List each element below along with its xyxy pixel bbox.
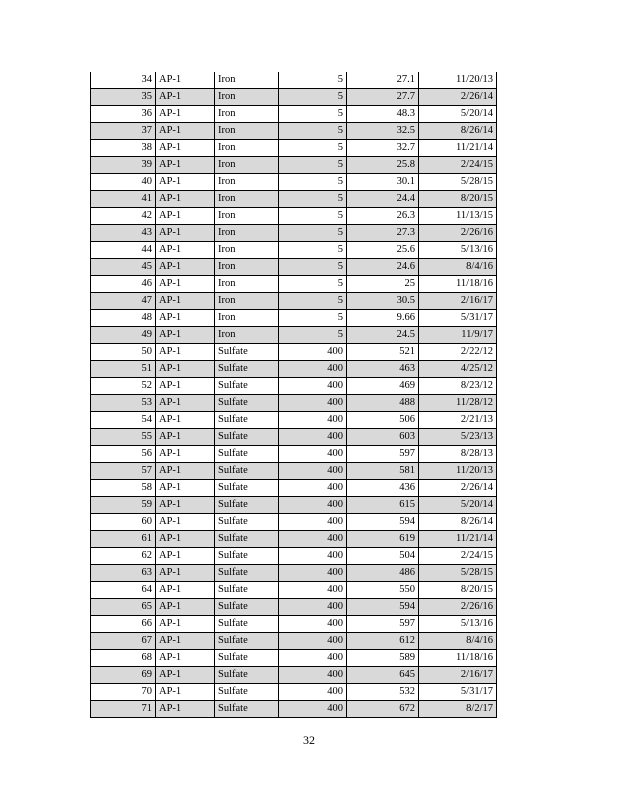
result-cell: 594 xyxy=(347,599,419,616)
result-cell: 672 xyxy=(347,701,419,718)
result-cell: 436 xyxy=(347,480,419,497)
page-number: 32 xyxy=(303,733,315,747)
location-cell: AP-1 xyxy=(156,412,215,429)
row-index-cell: 45 xyxy=(91,259,156,276)
location-cell: AP-1 xyxy=(156,293,215,310)
parameter-cell: Iron xyxy=(215,106,279,123)
row-index-cell: 48 xyxy=(91,310,156,327)
result-cell: 25.8 xyxy=(347,157,419,174)
limit-cell: 5 xyxy=(279,140,347,157)
row-index-cell: 43 xyxy=(91,225,156,242)
limit-cell: 400 xyxy=(279,429,347,446)
parameter-cell: Iron xyxy=(215,259,279,276)
limit-cell: 5 xyxy=(279,123,347,140)
location-cell: AP-1 xyxy=(156,276,215,293)
table-row xyxy=(91,565,497,582)
table-row xyxy=(91,242,497,259)
date-cell: 11/13/15 xyxy=(419,208,497,225)
limit-cell: 5 xyxy=(279,208,347,225)
row-index-cell: 50 xyxy=(91,344,156,361)
row-index-cell: 37 xyxy=(91,123,156,140)
table-row xyxy=(91,310,497,327)
table-row xyxy=(91,514,497,531)
table-row xyxy=(91,633,497,650)
location-cell: AP-1 xyxy=(156,565,215,582)
location-cell: AP-1 xyxy=(156,684,215,701)
date-cell: 2/26/16 xyxy=(419,225,497,242)
parameter-cell: Sulfate xyxy=(215,531,279,548)
parameter-cell: Sulfate xyxy=(215,701,279,718)
limit-cell: 400 xyxy=(279,667,347,684)
row-index-cell: 38 xyxy=(91,140,156,157)
parameter-cell: Sulfate xyxy=(215,650,279,667)
parameter-cell: Iron xyxy=(215,191,279,208)
parameter-cell: Iron xyxy=(215,72,279,89)
date-cell: 8/20/15 xyxy=(419,191,497,208)
location-cell: AP-1 xyxy=(156,480,215,497)
row-index-cell: 68 xyxy=(91,650,156,667)
row-index-cell: 51 xyxy=(91,361,156,378)
parameter-cell: Sulfate xyxy=(215,684,279,701)
limit-cell: 400 xyxy=(279,395,347,412)
parameter-cell: Sulfate xyxy=(215,480,279,497)
limit-cell: 5 xyxy=(279,293,347,310)
date-cell: 5/13/16 xyxy=(419,242,497,259)
limit-cell: 5 xyxy=(279,225,347,242)
table-row xyxy=(91,446,497,463)
parameter-cell: Iron xyxy=(215,89,279,106)
result-cell: 506 xyxy=(347,412,419,429)
location-cell: AP-1 xyxy=(156,650,215,667)
result-cell: 612 xyxy=(347,633,419,650)
parameter-cell: Sulfate xyxy=(215,497,279,514)
result-cell: 27.1 xyxy=(347,72,419,89)
date-cell: 11/21/14 xyxy=(419,531,497,548)
date-cell: 2/16/17 xyxy=(419,667,497,684)
parameter-cell: Sulfate xyxy=(215,344,279,361)
parameter-cell: Iron xyxy=(215,123,279,140)
parameter-cell: Sulfate xyxy=(215,361,279,378)
limit-cell: 400 xyxy=(279,565,347,582)
result-cell: 469 xyxy=(347,378,419,395)
parameter-cell: Sulfate xyxy=(215,395,279,412)
row-index-cell: 42 xyxy=(91,208,156,225)
row-index-cell: 62 xyxy=(91,548,156,565)
table-row xyxy=(91,174,497,191)
limit-cell: 400 xyxy=(279,701,347,718)
location-cell: AP-1 xyxy=(156,667,215,684)
date-cell: 8/26/14 xyxy=(419,123,497,140)
table-row xyxy=(91,208,497,225)
date-cell: 2/21/13 xyxy=(419,412,497,429)
location-cell: AP-1 xyxy=(156,701,215,718)
result-cell: 645 xyxy=(347,667,419,684)
location-cell: AP-1 xyxy=(156,344,215,361)
table-row xyxy=(91,650,497,667)
row-index-cell: 63 xyxy=(91,565,156,582)
parameter-cell: Iron xyxy=(215,310,279,327)
limit-cell: 5 xyxy=(279,157,347,174)
row-index-cell: 59 xyxy=(91,497,156,514)
limit-cell: 400 xyxy=(279,514,347,531)
location-cell: AP-1 xyxy=(156,242,215,259)
date-cell: 5/28/15 xyxy=(419,174,497,191)
location-cell: AP-1 xyxy=(156,378,215,395)
limit-cell: 400 xyxy=(279,480,347,497)
date-cell: 2/22/12 xyxy=(419,344,497,361)
table-row xyxy=(91,412,497,429)
location-cell: AP-1 xyxy=(156,157,215,174)
parameter-cell: Iron xyxy=(215,293,279,310)
limit-cell: 5 xyxy=(279,106,347,123)
date-cell: 2/26/14 xyxy=(419,89,497,106)
result-cell: 615 xyxy=(347,497,419,514)
result-cell: 550 xyxy=(347,582,419,599)
location-cell: AP-1 xyxy=(156,310,215,327)
table-row xyxy=(91,191,497,208)
table-row xyxy=(91,616,497,633)
limit-cell: 400 xyxy=(279,582,347,599)
location-cell: AP-1 xyxy=(156,208,215,225)
date-cell: 5/20/14 xyxy=(419,106,497,123)
table-row xyxy=(91,599,497,616)
table-row xyxy=(91,667,497,684)
parameter-cell: Iron xyxy=(215,225,279,242)
data-table xyxy=(90,72,497,718)
date-cell: 2/26/16 xyxy=(419,599,497,616)
location-cell: AP-1 xyxy=(156,72,215,89)
result-cell: 619 xyxy=(347,531,419,548)
date-cell: 4/25/12 xyxy=(419,361,497,378)
row-index-cell: 58 xyxy=(91,480,156,497)
limit-cell: 400 xyxy=(279,599,347,616)
result-cell: 32.5 xyxy=(347,123,419,140)
limit-cell: 5 xyxy=(279,276,347,293)
date-cell: 11/9/17 xyxy=(419,327,497,344)
result-cell: 27.7 xyxy=(347,89,419,106)
row-index-cell: 56 xyxy=(91,446,156,463)
result-cell: 9.66 xyxy=(347,310,419,327)
parameter-cell: Iron xyxy=(215,276,279,293)
row-index-cell: 34 xyxy=(91,72,156,89)
location-cell: AP-1 xyxy=(156,361,215,378)
row-index-cell: 57 xyxy=(91,463,156,480)
row-index-cell: 54 xyxy=(91,412,156,429)
date-cell: 5/20/14 xyxy=(419,497,497,514)
result-cell: 27.3 xyxy=(347,225,419,242)
row-index-cell: 39 xyxy=(91,157,156,174)
row-index-cell: 40 xyxy=(91,174,156,191)
limit-cell: 5 xyxy=(279,191,347,208)
result-cell: 597 xyxy=(347,446,419,463)
parameter-cell: Sulfate xyxy=(215,599,279,616)
location-cell: AP-1 xyxy=(156,429,215,446)
limit-cell: 400 xyxy=(279,378,347,395)
table-row xyxy=(91,548,497,565)
date-cell: 5/23/13 xyxy=(419,429,497,446)
date-cell: 8/28/13 xyxy=(419,446,497,463)
parameter-cell: Sulfate xyxy=(215,514,279,531)
location-cell: AP-1 xyxy=(156,514,215,531)
limit-cell: 400 xyxy=(279,361,347,378)
row-index-cell: 41 xyxy=(91,191,156,208)
parameter-cell: Sulfate xyxy=(215,616,279,633)
limit-cell: 400 xyxy=(279,616,347,633)
row-index-cell: 46 xyxy=(91,276,156,293)
table-row xyxy=(91,582,497,599)
limit-cell: 5 xyxy=(279,327,347,344)
row-index-cell: 55 xyxy=(91,429,156,446)
limit-cell: 400 xyxy=(279,446,347,463)
parameter-cell: Sulfate xyxy=(215,667,279,684)
parameter-cell: Iron xyxy=(215,157,279,174)
parameter-cell: Sulfate xyxy=(215,378,279,395)
row-index-cell: 67 xyxy=(91,633,156,650)
date-cell: 11/20/13 xyxy=(419,463,497,480)
table-row xyxy=(91,259,497,276)
result-cell: 581 xyxy=(347,463,419,480)
table-row xyxy=(91,684,497,701)
result-cell: 589 xyxy=(347,650,419,667)
limit-cell: 400 xyxy=(279,412,347,429)
result-cell: 594 xyxy=(347,514,419,531)
row-index-cell: 61 xyxy=(91,531,156,548)
date-cell: 11/20/13 xyxy=(419,72,497,89)
parameter-cell: Sulfate xyxy=(215,412,279,429)
table-row xyxy=(91,225,497,242)
parameter-cell: Sulfate xyxy=(215,565,279,582)
location-cell: AP-1 xyxy=(156,599,215,616)
table-row xyxy=(91,140,497,157)
location-cell: AP-1 xyxy=(156,497,215,514)
parameter-cell: Iron xyxy=(215,174,279,191)
location-cell: AP-1 xyxy=(156,225,215,242)
result-cell: 504 xyxy=(347,548,419,565)
date-cell: 11/18/16 xyxy=(419,276,497,293)
date-cell: 11/21/14 xyxy=(419,140,497,157)
date-cell: 5/31/17 xyxy=(419,684,497,701)
location-cell: AP-1 xyxy=(156,633,215,650)
row-index-cell: 65 xyxy=(91,599,156,616)
limit-cell: 5 xyxy=(279,72,347,89)
table-row xyxy=(91,701,497,718)
row-index-cell: 52 xyxy=(91,378,156,395)
date-cell: 2/24/15 xyxy=(419,548,497,565)
result-cell: 25 xyxy=(347,276,419,293)
table-row xyxy=(91,157,497,174)
result-cell: 26.3 xyxy=(347,208,419,225)
limit-cell: 5 xyxy=(279,259,347,276)
location-cell: AP-1 xyxy=(156,531,215,548)
result-cell: 532 xyxy=(347,684,419,701)
table-row xyxy=(91,395,497,412)
parameter-cell: Iron xyxy=(215,327,279,344)
table-row xyxy=(91,89,497,106)
location-cell: AP-1 xyxy=(156,106,215,123)
row-index-cell: 60 xyxy=(91,514,156,531)
limit-cell: 400 xyxy=(279,548,347,565)
table-row xyxy=(91,531,497,548)
result-cell: 25.6 xyxy=(347,242,419,259)
row-index-cell: 71 xyxy=(91,701,156,718)
table-row xyxy=(91,276,497,293)
location-cell: AP-1 xyxy=(156,616,215,633)
result-cell: 488 xyxy=(347,395,419,412)
result-cell: 30.5 xyxy=(347,293,419,310)
table-row xyxy=(91,429,497,446)
row-index-cell: 69 xyxy=(91,667,156,684)
data-table-body xyxy=(91,72,497,718)
parameter-cell: Iron xyxy=(215,140,279,157)
result-cell: 30.1 xyxy=(347,174,419,191)
row-index-cell: 66 xyxy=(91,616,156,633)
row-index-cell: 47 xyxy=(91,293,156,310)
parameter-cell: Sulfate xyxy=(215,633,279,650)
location-cell: AP-1 xyxy=(156,548,215,565)
limit-cell: 400 xyxy=(279,684,347,701)
result-cell: 597 xyxy=(347,616,419,633)
location-cell: AP-1 xyxy=(156,259,215,276)
row-index-cell: 49 xyxy=(91,327,156,344)
date-cell: 5/31/17 xyxy=(419,310,497,327)
location-cell: AP-1 xyxy=(156,446,215,463)
location-cell: AP-1 xyxy=(156,582,215,599)
result-cell: 486 xyxy=(347,565,419,582)
location-cell: AP-1 xyxy=(156,327,215,344)
parameter-cell: Iron xyxy=(215,242,279,259)
limit-cell: 5 xyxy=(279,242,347,259)
date-cell: 8/2/17 xyxy=(419,701,497,718)
date-cell: 2/26/14 xyxy=(419,480,497,497)
location-cell: AP-1 xyxy=(156,89,215,106)
parameter-cell: Sulfate xyxy=(215,548,279,565)
limit-cell: 400 xyxy=(279,633,347,650)
limit-cell: 400 xyxy=(279,344,347,361)
parameter-cell: Iron xyxy=(215,208,279,225)
limit-cell: 5 xyxy=(279,89,347,106)
result-cell: 463 xyxy=(347,361,419,378)
location-cell: AP-1 xyxy=(156,174,215,191)
row-index-cell: 44 xyxy=(91,242,156,259)
table-row xyxy=(91,344,497,361)
date-cell: 5/13/16 xyxy=(419,616,497,633)
limit-cell: 5 xyxy=(279,310,347,327)
row-index-cell: 64 xyxy=(91,582,156,599)
limit-cell: 5 xyxy=(279,174,347,191)
result-cell: 24.4 xyxy=(347,191,419,208)
result-cell: 48.3 xyxy=(347,106,419,123)
limit-cell: 400 xyxy=(279,531,347,548)
row-index-cell: 36 xyxy=(91,106,156,123)
location-cell: AP-1 xyxy=(156,123,215,140)
limit-cell: 400 xyxy=(279,463,347,480)
table-row xyxy=(91,293,497,310)
table-row xyxy=(91,123,497,140)
date-cell: 2/24/15 xyxy=(419,157,497,174)
date-cell: 11/28/12 xyxy=(419,395,497,412)
location-cell: AP-1 xyxy=(156,140,215,157)
table-row xyxy=(91,106,497,123)
row-index-cell: 53 xyxy=(91,395,156,412)
date-cell: 2/16/17 xyxy=(419,293,497,310)
date-cell: 8/23/12 xyxy=(419,378,497,395)
table-row xyxy=(91,72,497,89)
limit-cell: 400 xyxy=(279,650,347,667)
location-cell: AP-1 xyxy=(156,463,215,480)
date-cell: 8/26/14 xyxy=(419,514,497,531)
result-cell: 24.5 xyxy=(347,327,419,344)
table-row xyxy=(91,327,497,344)
table-row xyxy=(91,497,497,514)
limit-cell: 400 xyxy=(279,497,347,514)
date-cell: 8/4/16 xyxy=(419,633,497,650)
row-index-cell: 35 xyxy=(91,89,156,106)
location-cell: AP-1 xyxy=(156,191,215,208)
parameter-cell: Sulfate xyxy=(215,463,279,480)
result-cell: 603 xyxy=(347,429,419,446)
table-row xyxy=(91,480,497,497)
row-index-cell: 70 xyxy=(91,684,156,701)
date-cell: 8/4/16 xyxy=(419,259,497,276)
date-cell: 8/20/15 xyxy=(419,582,497,599)
date-cell: 11/18/16 xyxy=(419,650,497,667)
result-cell: 24.6 xyxy=(347,259,419,276)
parameter-cell: Sulfate xyxy=(215,446,279,463)
table-row xyxy=(91,361,497,378)
table-row xyxy=(91,378,497,395)
result-cell: 521 xyxy=(347,344,419,361)
result-cell: 32.7 xyxy=(347,140,419,157)
location-cell: AP-1 xyxy=(156,395,215,412)
table-row xyxy=(91,463,497,480)
date-cell: 5/28/15 xyxy=(419,565,497,582)
parameter-cell: Sulfate xyxy=(215,582,279,599)
parameter-cell: Sulfate xyxy=(215,429,279,446)
